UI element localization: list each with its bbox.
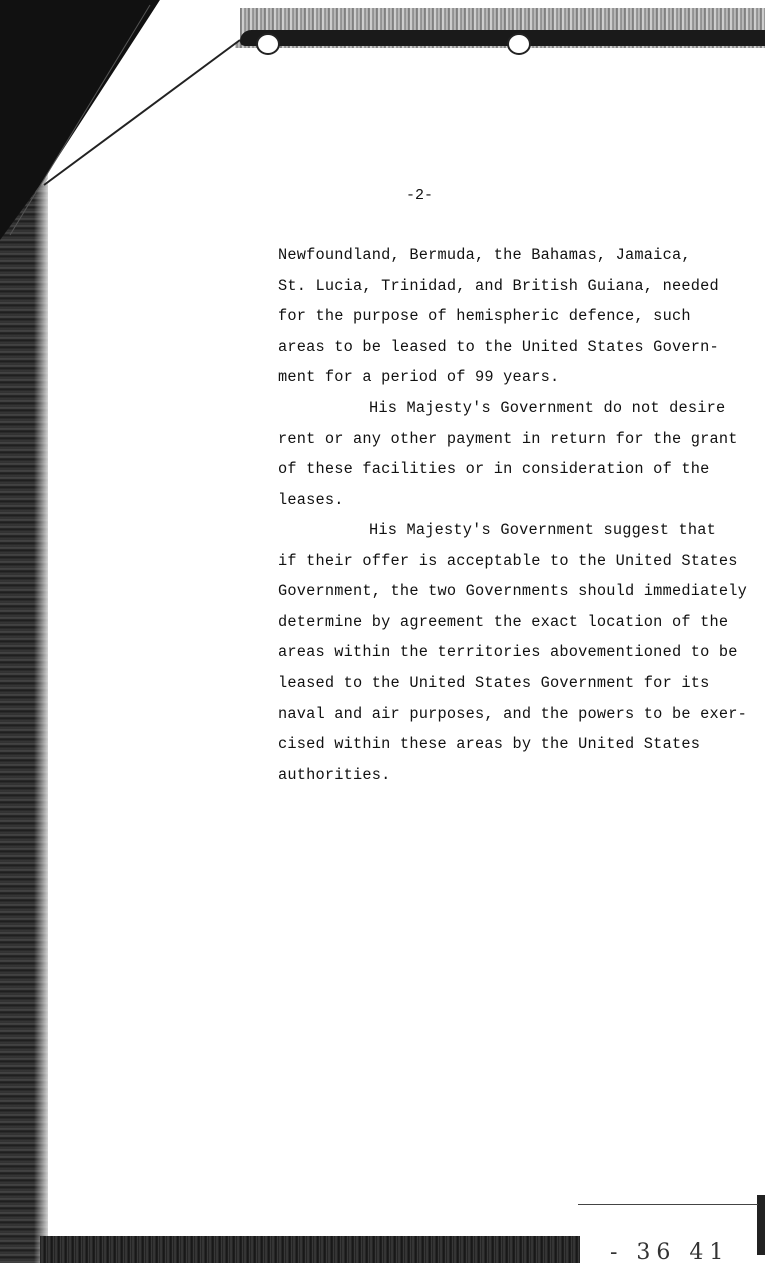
scan-folded-corner: [0, 0, 250, 240]
handwritten-page-mark: - 36 41: [610, 1240, 730, 1263]
scan-bottom-edge: [40, 1236, 580, 1263]
text-line: authorities.: [278, 766, 391, 784]
text-line: His Majesty's Government suggest that: [369, 521, 717, 539]
paragraph-3: [278, 521, 747, 784]
text-line: naval and air purposes, and the powers to be exer-: [278, 705, 747, 723]
text-line: for the purpose of hemispheric defence, such: [278, 307, 691, 325]
text-line: rent or any other payment in return for the grant: [278, 430, 738, 448]
text-line: areas to be leased to the United States Govern-: [278, 338, 719, 356]
scan-right-edge: [757, 1195, 765, 1255]
text-line: ment for a period of 99 years.: [278, 368, 560, 386]
text-line: leased to the United States Government for its: [278, 674, 710, 692]
text-line: cised within these areas by the United States: [278, 735, 701, 753]
text-line: areas within the territories abovementioned to be: [278, 643, 738, 661]
page-number: -2-: [406, 187, 434, 204]
scan-bottom-right-rule: [578, 1204, 758, 1205]
text-line: Government, the two Governments should immediately: [278, 582, 747, 600]
punch-hole-left: [256, 33, 280, 55]
punch-hole-right: [507, 33, 531, 55]
scan-top-edge-bar: [240, 30, 765, 46]
text-line: if their offer is acceptable to the United States: [278, 552, 738, 570]
text-line: leases.: [278, 491, 344, 509]
text-line: Newfoundland, Bermuda, the Bahamas, Jamaica,: [278, 246, 691, 264]
text-line: His Majesty's Government do not desire: [369, 399, 726, 417]
paragraph-2: [278, 399, 738, 509]
paragraph-1: [278, 246, 719, 386]
text-line: determine by agreement the exact location of the: [278, 613, 729, 631]
text-line: St. Lucia, Trinidad, and British Guiana, needed: [278, 277, 719, 295]
text-line: of these facilities or in consideration of the: [278, 460, 710, 478]
